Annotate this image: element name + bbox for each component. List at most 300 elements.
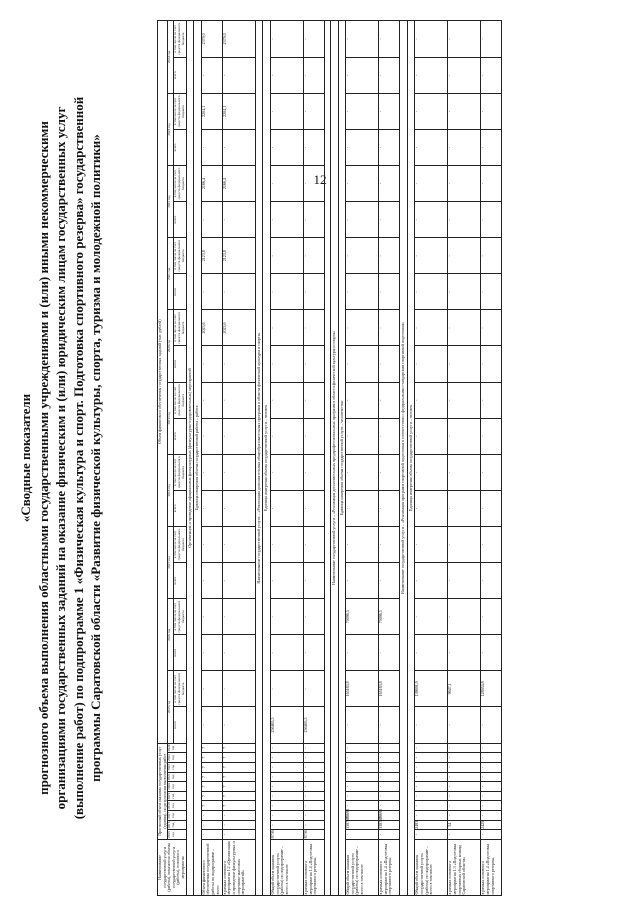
volume-cell: -	[481, 801, 502, 811]
document-heading	[17, 18, 105, 898]
finance-cell: -	[346, 382, 379, 418]
finance-cell: -	[303, 166, 324, 202]
volume-year-3: 2018 год	[168, 801, 186, 811]
volume-cell: -	[448, 791, 481, 801]
volume-cell: -	[222, 811, 255, 821]
finance-total-header: всего	[174, 57, 186, 93]
volume-cell: -	[415, 782, 448, 792]
finance-cell: -	[448, 635, 481, 671]
finance-cell: -	[481, 526, 502, 562]
volume-cell: -	[303, 791, 324, 801]
finance-cell: -	[303, 454, 324, 490]
finance-incl-header: в том числе за счет средств федерального бюджета	[174, 454, 186, 490]
finance-incl-header: в том числе за счет средств федерального бюджета	[174, 238, 186, 274]
finance-cell: -	[448, 129, 481, 165]
finance-cell: -	[270, 418, 303, 454]
finance-cell: -	[346, 635, 379, 671]
finance-cell: -	[481, 274, 502, 310]
finance-total-header: всего	[174, 346, 186, 382]
finance-incl-header: в том числе за счет средств федерального бюджета	[174, 382, 186, 418]
finance-year-1: 2016 год	[168, 599, 174, 671]
section-unit-2	[263, 21, 271, 896]
finance-cell: -	[448, 454, 481, 490]
section-title-3	[330, 21, 338, 896]
table-row	[222, 21, 255, 896]
finance-cell: -	[270, 599, 303, 635]
volume-cell: -	[270, 791, 303, 801]
finance-cell: -	[201, 454, 222, 490]
finance-cell: -	[303, 238, 324, 274]
finance-cell: -	[303, 129, 324, 165]
volume-cell: -	[481, 811, 502, 821]
volume-cell: -	[448, 762, 481, 772]
finance-cell: -	[415, 274, 448, 310]
volume-cell: -	[346, 782, 379, 792]
finance-cell: -	[415, 563, 448, 599]
finance-cell: -	[346, 202, 379, 238]
finance-cell: -	[201, 418, 222, 454]
volume-cell: -	[379, 801, 400, 811]
volume-cell: 7	[201, 801, 222, 811]
rotated-content	[17, 18, 632, 898]
finance-cell: -	[448, 166, 481, 202]
volume-cell: -	[346, 753, 379, 763]
volume-cell: 2429	[481, 820, 502, 830]
table-row	[448, 21, 481, 896]
section-title-4	[400, 21, 408, 896]
finance-cell: 2379,0	[201, 21, 222, 58]
finance-cell: -	[303, 382, 324, 418]
table-row	[201, 21, 222, 896]
volume-year-9: 2024 год	[168, 743, 186, 753]
volume-cell: -	[415, 753, 448, 763]
finance-cell: -	[303, 599, 324, 635]
finance-cell: -	[346, 310, 379, 346]
row-name: Объем финансового обеспечения государственной работы по подпрограмме – всего	[201, 839, 222, 895]
finance-cell: 2023,6	[222, 310, 255, 346]
finance-cell: -	[379, 707, 400, 743]
volume-cell: -	[415, 811, 448, 821]
finance-total-header: всего	[174, 563, 186, 599]
volume-cell: -	[270, 772, 303, 782]
finance-cell: -	[270, 202, 303, 238]
header-volume: Прогнозный объем оказания государственных услуг (единиц), по результатам выполнения работ	[158, 743, 168, 839]
volume-cell: -	[481, 791, 502, 801]
volume-cell: -	[448, 811, 481, 821]
volume-cell: -	[346, 762, 379, 772]
volume-cell: -	[303, 753, 324, 763]
finance-year-7: 2022 год	[168, 166, 174, 238]
finance-cell: -	[270, 238, 303, 274]
volume-cell: -	[303, 762, 324, 772]
volume-cell: -	[303, 743, 324, 753]
finance-cell: -	[379, 166, 400, 202]
finance-cell: -	[270, 57, 303, 93]
volume-cell: 34	[448, 820, 481, 830]
finance-cell: -	[481, 57, 502, 93]
finance-cell: 2379,0	[222, 21, 255, 58]
section-unit-4-text: Единица измерения объема государственной услуги – человек	[407, 21, 415, 896]
finance-cell: -	[481, 21, 502, 58]
finance-cell: -	[481, 129, 502, 165]
finance-cell: -	[448, 21, 481, 58]
finance-cell: -	[448, 599, 481, 635]
finance-cell: -	[415, 129, 448, 165]
finance-cell: -	[415, 382, 448, 418]
volume-cell: -	[270, 811, 303, 821]
finance-cell: -	[415, 21, 448, 58]
finance-cell: -	[201, 635, 222, 671]
finance-year-6: 2021 год	[168, 238, 174, 310]
heading-line-3: организациями государственных заданий на оказание физическим и (или) юридическим лицам государственных услуг	[53, 106, 68, 810]
finance-cell: -	[346, 238, 379, 274]
volume-cell: -	[201, 811, 222, 821]
row-name: в рамках основного мероприятия 1.2 «Организация и проведение физкультурных и спортивно-массовых мероприятий»	[222, 839, 255, 895]
volume-cell: -	[270, 762, 303, 772]
finance-cell: -	[415, 418, 448, 454]
finance-cell: -	[201, 599, 222, 635]
section-unit-1-text: Единица измерения объема государственной работы – работа	[194, 21, 202, 896]
finance-cell: -	[379, 93, 400, 129]
finance-cell: -	[270, 490, 303, 526]
finance-cell: -	[222, 707, 255, 743]
finance-cell: -	[222, 454, 255, 490]
finance-cell: -	[270, 454, 303, 490]
finance-cell: -	[481, 707, 502, 743]
section-title-1-text: Организация и проведение официальных физкультурных (физкультурно-оздоровительных) мероприятий	[186, 21, 194, 896]
finance-cell: -	[222, 202, 255, 238]
finance-cell: -	[222, 599, 255, 635]
header-name: Наименование государственной услуги (работы), показателя объема государственной услуги (работы), основного мероприятия	[158, 839, 187, 895]
volume-cell: -	[379, 753, 400, 763]
finance-total-header: всего	[174, 707, 186, 743]
finance-cell: -	[270, 382, 303, 418]
finance-cell: -	[415, 346, 448, 382]
finance-cell: 256465,5	[270, 707, 303, 743]
volume-cell: -	[303, 811, 324, 821]
volume-cell: -	[303, 772, 324, 782]
finance-cell: -	[222, 57, 255, 93]
table-row	[270, 21, 303, 896]
finance-cell: -	[222, 671, 255, 707]
finance-cell: -	[201, 57, 222, 93]
volume-cell: -	[270, 743, 303, 753]
finance-cell: -	[201, 563, 222, 599]
finance-cell: -	[346, 707, 379, 743]
volume-cell: -	[481, 830, 502, 840]
finance-cell: 2123,8	[201, 238, 222, 274]
finance-incl-header: в том числе за счет средств федерального бюджета	[174, 93, 186, 129]
volume-cell: -	[448, 782, 481, 792]
finance-cell: -	[303, 563, 324, 599]
volume-year-1: 2016 год	[168, 820, 186, 830]
finance-cell: -	[270, 671, 303, 707]
finance-year-9: 2024 год	[168, 21, 174, 94]
finance-cell: -	[201, 346, 222, 382]
finance-cell: -	[481, 93, 502, 129]
volume-cell: -	[481, 762, 502, 772]
finance-cell: -	[346, 274, 379, 310]
section-unit-1	[194, 21, 202, 896]
finance-cell: -	[448, 274, 481, 310]
volume-cell: -	[415, 830, 448, 840]
finance-cell: -	[201, 274, 222, 310]
finance-cell: -	[222, 490, 255, 526]
finance-cell: -	[346, 57, 379, 93]
volume-cell: 7	[201, 782, 222, 792]
row-name: Общий объем оказания государственной услуги (работы) по подпрограмме – всего в том числе:	[415, 839, 448, 895]
finance-cell: -	[346, 166, 379, 202]
volume-cell: -	[415, 791, 448, 801]
heading-line-5: программы Саратовской области «Развитие физической культуры, спорта, туризма и молодежной политики»	[88, 134, 103, 782]
volume-cell: -	[379, 782, 400, 792]
finance-cell: -	[379, 490, 400, 526]
finance-cell: -	[379, 635, 400, 671]
finance-cell: -	[379, 21, 400, 58]
volume-cell: -	[346, 801, 379, 811]
finance-cell: -	[346, 346, 379, 382]
finance-cell: -	[379, 129, 400, 165]
summary-table-wrap	[157, 20, 502, 896]
volume-cell: -	[379, 830, 400, 840]
table-header	[158, 21, 187, 896]
finance-cell: -	[346, 93, 379, 129]
finance-cell: -	[481, 238, 502, 274]
volume-cell: 7	[201, 772, 222, 782]
section-title-1	[186, 21, 194, 896]
summary-table	[157, 20, 502, 896]
finance-cell: -	[303, 346, 324, 382]
finance-year-5: 2020 год	[168, 310, 174, 382]
finance-cell: -	[379, 418, 400, 454]
section-unit-4	[407, 21, 415, 896]
finance-cell: 9647,1	[448, 671, 481, 707]
finance-incl-header: в том числе за счет средств федерального бюджета	[174, 671, 186, 707]
finance-cell: -	[201, 490, 222, 526]
finance-cell: 256465,5	[303, 707, 324, 743]
finance-cell: -	[448, 238, 481, 274]
section-title-3-text: Наименование государственной услуги – «Реализация дополнительных предпрофессиональных программ в области физической культуры и спорта»	[330, 21, 338, 896]
finance-total-header: всего	[174, 418, 186, 454]
finance-cell: -	[481, 382, 502, 418]
finance-cell: 70096,5	[346, 599, 379, 635]
finance-cell: -	[303, 418, 324, 454]
volume-cell: -	[379, 791, 400, 801]
finance-cell: -	[415, 202, 448, 238]
volume-cell: 8736	[270, 830, 303, 840]
table-row	[379, 21, 400, 896]
finance-cell: -	[448, 490, 481, 526]
finance-cell: -	[415, 166, 448, 202]
finance-cell: -	[481, 599, 502, 635]
volume-cell: -	[448, 743, 481, 753]
section-unit-2-text: Единица измерения объема государственной услуги – человек	[263, 21, 271, 896]
finance-cell: 165183,8	[379, 671, 400, 707]
finance-incl-header: в том числе за счет средств федерального бюджета	[174, 526, 186, 562]
finance-cell: -	[303, 526, 324, 562]
volume-year-2: 2017 год	[168, 811, 186, 821]
volume-cell: -	[415, 801, 448, 811]
table-row	[303, 21, 324, 896]
volume-cell: -	[346, 830, 379, 840]
finance-cell: 2023,6	[201, 310, 222, 346]
volume-cell: 7	[201, 753, 222, 763]
finance-cell: 2166,4	[201, 166, 222, 202]
finance-cell: -	[448, 93, 481, 129]
volume-cell: 7	[222, 753, 255, 763]
row-name: в рамках основного мероприятия 1.3 «Подготовка спортивных сборных команд Саратовской области»	[448, 839, 481, 895]
page-number: 12	[313, 172, 327, 187]
volume-cell: -	[222, 830, 255, 840]
finance-cell: -	[222, 563, 255, 599]
finance-cell: -	[379, 238, 400, 274]
finance-cell: -	[303, 635, 324, 671]
finance-cell: -	[379, 563, 400, 599]
finance-cell: -	[270, 166, 303, 202]
volume-cell: -	[303, 801, 324, 811]
volume-cell: -	[481, 782, 502, 792]
finance-cell: -	[222, 382, 255, 418]
finance-cell: -	[481, 166, 502, 202]
volume-cell: -	[270, 820, 303, 830]
finance-cell: -	[415, 454, 448, 490]
volume-cell: -	[379, 762, 400, 772]
finance-cell: -	[379, 202, 400, 238]
volume-cell: -	[481, 772, 502, 782]
row-name: Общий объем оказания государственной услуги (работы) по подпрограмме – всего в том числе:	[270, 839, 303, 895]
section-unit-3	[338, 21, 346, 896]
finance-cell: -	[222, 418, 255, 454]
finance-cell: -	[415, 599, 448, 635]
volume-year-7: 2022 год	[168, 762, 186, 772]
volume-year-8: 2023 год	[168, 753, 186, 763]
volume-cell: -	[448, 801, 481, 811]
finance-incl-header: в том числе за счет средств федерального бюджета	[174, 21, 186, 58]
volume-cell: 78698	[379, 811, 400, 821]
volume-cell: 8736	[303, 830, 324, 840]
volume-cell: 2483	[415, 820, 448, 830]
finance-cell: -	[481, 563, 502, 599]
header-finance: Объем финансового обеспечения государственных заданий (тыс. рублей)	[158, 21, 168, 744]
section-title-2-text: Наименование государственной услуги – «Реализация дополнительных общеобразовательных программ в области физической культуры и спорта»	[255, 21, 263, 896]
finance-total-header: всего	[174, 274, 186, 310]
finance-total-header: всего	[174, 635, 186, 671]
finance-cell: 165183,8	[346, 671, 379, 707]
heading-line-1: «Сводные показатели	[18, 393, 33, 523]
finance-cell: -	[481, 202, 502, 238]
finance-cell: -	[346, 526, 379, 562]
finance-cell: -	[270, 310, 303, 346]
volume-cell: -	[346, 791, 379, 801]
volume-cell: -	[270, 753, 303, 763]
finance-cell: 2204,1	[201, 93, 222, 129]
volume-cell: 338760	[346, 820, 379, 830]
volume-cell: -	[303, 820, 324, 830]
finance-cell: -	[303, 21, 324, 58]
finance-cell: -	[448, 563, 481, 599]
volume-year-5: 2020 год	[168, 782, 186, 792]
finance-cell: -	[481, 418, 502, 454]
finance-cell: -	[415, 310, 448, 346]
finance-cell: -	[201, 707, 222, 743]
volume-year-6: 2021 год	[168, 772, 186, 782]
finance-cell: -	[448, 310, 481, 346]
finance-cell: -	[303, 490, 324, 526]
finance-cell: 70096,5	[379, 599, 400, 635]
volume-cell: 7	[201, 791, 222, 801]
volume-cell: 7	[222, 791, 255, 801]
volume-cell: 78698	[346, 811, 379, 821]
volume-cell: 338760	[379, 820, 400, 830]
row-name: в рамках основного мероприятия 1.4 «Подготовка спортивного резерва»	[303, 839, 324, 895]
volume-cell: -	[270, 782, 303, 792]
volume-cell: 7	[222, 772, 255, 782]
finance-year-0: 2015 год	[168, 671, 174, 743]
finance-cell: -	[379, 526, 400, 562]
finance-cell: -	[270, 129, 303, 165]
finance-cell: -	[270, 274, 303, 310]
finance-total-header: всего	[174, 202, 186, 238]
finance-cell: -	[201, 129, 222, 165]
heading-line-2: прогнозного объема выполнения областными государственными учреждениями и (или) иными некоммерческими	[35, 121, 51, 795]
finance-cell: -	[201, 526, 222, 562]
finance-cell: -	[415, 490, 448, 526]
finance-cell: 2166,4	[222, 166, 255, 202]
finance-cell: -	[379, 57, 400, 93]
row-name: в рамках основного мероприятия 1.4 «Подготовка спортивного резерва»	[481, 839, 502, 895]
finance-cell: -	[346, 129, 379, 165]
volume-cell: -	[201, 830, 222, 840]
finance-cell: -	[303, 202, 324, 238]
finance-cell: -	[303, 274, 324, 310]
finance-cell: -	[448, 707, 481, 743]
finance-cell: -	[481, 310, 502, 346]
finance-cell: -	[481, 635, 502, 671]
finance-cell: -	[415, 526, 448, 562]
volume-cell: -	[415, 762, 448, 772]
finance-cell: -	[201, 671, 222, 707]
volume-cell: -	[448, 753, 481, 763]
volume-year-4: 2019 год	[168, 791, 186, 801]
finance-cell: -	[222, 526, 255, 562]
finance-cell: -	[201, 202, 222, 238]
finance-cell: 2204,1	[222, 93, 255, 129]
volume-cell: 7	[201, 743, 222, 753]
finance-year-4: 2019 год	[168, 382, 174, 454]
finance-cell: -	[346, 21, 379, 58]
finance-cell: -	[448, 57, 481, 93]
volume-cell: -	[379, 772, 400, 782]
volume-cell: -	[303, 782, 324, 792]
finance-incl-header: в том числе за счет средств федерального бюджета	[174, 310, 186, 346]
volume-cell: -	[481, 753, 502, 763]
finance-cell: -	[270, 526, 303, 562]
volume-cell: -	[346, 772, 379, 782]
finance-year-8: 2023 год	[168, 93, 174, 165]
volume-cell: -	[415, 772, 448, 782]
finance-total-header: всего	[174, 129, 186, 165]
finance-cell: -	[303, 671, 324, 707]
finance-year-3: 2018 год	[168, 454, 174, 526]
volume-year-0: 2015 год	[168, 830, 186, 840]
row-name: в рамках основного мероприятия 1.4 «Подготовка спортивного резерва»	[379, 839, 400, 895]
finance-cell: -	[448, 418, 481, 454]
volume-cell: -	[270, 801, 303, 811]
finance-cell: -	[303, 93, 324, 129]
finance-cell: -	[379, 454, 400, 490]
finance-cell: -	[346, 490, 379, 526]
volume-cell: 7	[201, 762, 222, 772]
